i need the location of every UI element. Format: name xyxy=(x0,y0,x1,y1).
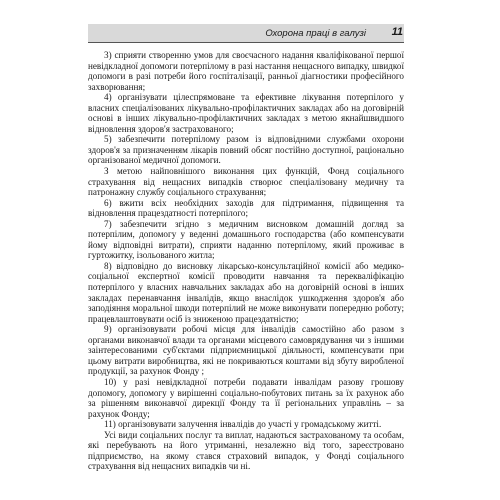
paragraph-10: 10) у разі невідкладної потреби подавати інвалідам разову грошову допомогу, допомогу у вирішенні соціально-побутових питань за їх рахунок або за рішенням виконавчої дирекції Фонду та її регіональних управлінь – за рахунок Фонду; xyxy=(88,376,404,419)
paragraph-summary: Усі види соціальних послуг та виплат, надаються застрахованому та особам, які перебувають на його утриманні, незалежно від того, зареєстровано підприємство, на якому стався страховий випадок, у Фонді соціального страхування від нещасних випадків чи ні. xyxy=(88,429,404,472)
paragraph-5: 5) забезпечити потерпілому разом із відповідними службами охорони здоров'я за призначенням лікарів повний обсяг постійно доступної, раціонально організованої медичної допомоги. xyxy=(88,134,404,166)
paragraph-11: 11) організовувати залучення інвалідів до участі у громадському житті. xyxy=(104,419,382,430)
header-title: Охорона праці в галузі xyxy=(265,27,366,39)
paragraph-8: 8) відповідно до висновку лікарсько-консультаційної комісії або медико-соціальної експертної комісії проводити навчання та перекваліфікацію потерпілого у власних навчальних закладах або на договірній основі в інших закладах перенавчання інвалідів, якщо внаслідок ушкодження здоров'я або заподіяння моральної шкоди потерпілий не може виконувати попередню роботу; працевлаштовувати осіб із зниженою працездатністю; xyxy=(88,260,404,324)
header-rule xyxy=(88,42,404,43)
paragraph-4: 4) організувати цілеспрямоване та ефективне лікування потерпілого у власних спеціалізованих лікувально-профілактичних закладах або на договірній основі в інших лікувально-профілактичних закладах з метою якнайшвидшого відновлення здоров'я застрахованого; xyxy=(88,92,404,134)
paragraph-6: 6) вжити всіх необхідних заходів для підтримання, підвищення та відновлення працездатності потерпілого; xyxy=(88,197,404,219)
body-text xyxy=(88,50,404,472)
page-header xyxy=(88,24,404,42)
paragraph-7: 7) забезпечити згідно з медичним висновком домашній догляд за потерпілим, допомогу у веденні домашнього господарства (або компенсувати йому відповідні витрати), сприяти наданню потерпілому, який проживає в гуртожитку, ізольованого житла; xyxy=(88,218,404,261)
paragraph-9: 9) організовувати робочі місця для інвалідів самостійно або разом з органами виконавчої влади та органами місцевого самоврядування чи з іншими заінтересованими суб'єктами підприємницької діяльності, компенсувати при цьому витрати виробництва, які не покриваються коштами від збуту виробленої продукції, за рахунок Фонду ; xyxy=(88,324,404,377)
paragraph-purpose: З метою найповнішого виконання цих функцій, Фонд соціального страхування від нещасних випадків створює спеціалізовану медичну та патронажну службу соціального страхування; xyxy=(88,166,404,198)
paragraph-3: 3) сприяти створенню умов для своєчасного надання кваліфікованої першої невідкладної допомоги потерпілому в разі настання нещасного випадку, швидкої допомоги в разі потреби його госпіталізації, ранньої діагностики професійного захворювання; xyxy=(88,50,404,92)
page-number: 11 xyxy=(391,26,403,38)
